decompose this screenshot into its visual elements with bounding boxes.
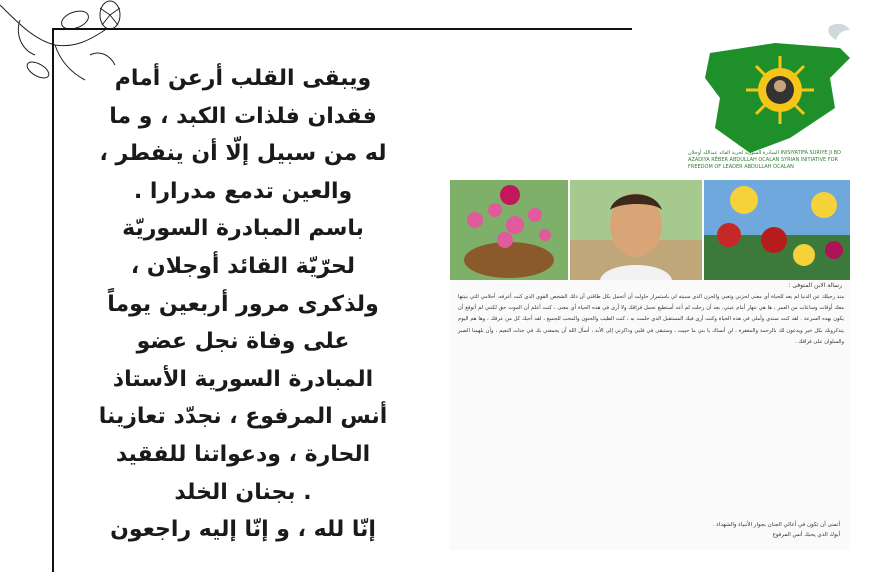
poem-line: . بجنان الخلد <box>174 479 312 505</box>
sun-icon <box>746 56 814 124</box>
poem-line: ولذكرى مرور أربعين يوماً <box>107 291 379 317</box>
poem-line: على وفاة نجل عضو <box>136 329 350 355</box>
poem-line: لحرّيّة القائد أوجلان ، <box>130 253 356 279</box>
flowers-photo-right <box>704 180 850 280</box>
boy-portrait-photo <box>570 180 702 280</box>
poem-line: له من سبيل إلّا أن ينفطر ، <box>99 141 387 167</box>
poem-line: إنّا لله ، و إنّا إليه راجعون <box>110 517 376 543</box>
initiative-logo <box>680 18 860 168</box>
poem-line: المبادرة السورية الأستاذ <box>112 366 374 392</box>
poem-line: فقدان فلذات الكبد ، و ما <box>109 103 377 129</box>
poem-line: باسم المبادرة السوريّة <box>122 216 364 242</box>
memorial-letter <box>450 180 850 550</box>
poem-line: والعين تدمع مدرارا . <box>133 178 353 204</box>
condolence-poem <box>58 60 428 549</box>
letter-title: رسالة الابن المتوفى : <box>788 282 842 289</box>
letter-closing: أتمنى أن تكون في أعالي الجنان بجوار الأنبياء والشهداء . أبوك الذي يحبك أنس المرفوع <box>712 522 840 538</box>
logo-caption: المبادرة السورية لحرية القائد عبدالله أوجلان INISIYATIFA SURIYE JI BO AZADIYA RÊBER ABDULLAH OCALAN SYRIAN INITIATIVE FOR FREEDOM OF LEADER ABDULLAH OCALAN <box>688 150 841 170</box>
flowers-photo-left <box>450 180 568 280</box>
letter-body: منذ رحيلك عن الدنيا لم يعد للحياة أي معنى لحزني وتعبي والحزن الذي سببته لي باستمرار حاولت أن أتحمل بكل طاقتي أن ذلك الشخص القوي الذي كنت أعرفه. أحلامي التي بنيتها معك أوقات وساعات من العمر ، ها هي تنهار أمام عيني، بعد أن رحلت لم أعد أستطيع تحمل فراقك ولا أرى في هذه الحياة أي معنى ، كنت أعلم أن الموت حق لكنني لم أتوقع أن يكون بهذه السرعة . لقد كنت سندي وأملي في هذه الحياة وكنت أرى فيك المستقبل الذي حلمت به ، كنت الطيب والحنون والمحب للجميع ، لقد أحبك كل من عرفك ، وها هم اليوم يتذكرونك بكل خير ويدعون لك بالرحمة والمغفرة . لن أنساك يا بني ما حييت ، وستبقى في قلبي وذاكرتي إلى الأبد ، أسأل الله أن يجمعني بك في جنات النعيم ، وأن يلهمنا الصبر والسلوان على فراقك . <box>458 294 844 345</box>
dove-icon <box>828 24 850 40</box>
poem-line: الحارة ، ودعواتنا للفقيد <box>115 441 371 467</box>
poem-line: أنس المرفوع ، نجدّد تعازينا <box>98 404 388 430</box>
poem-line: ويبقى القلب أرعن أمام <box>114 66 372 91</box>
